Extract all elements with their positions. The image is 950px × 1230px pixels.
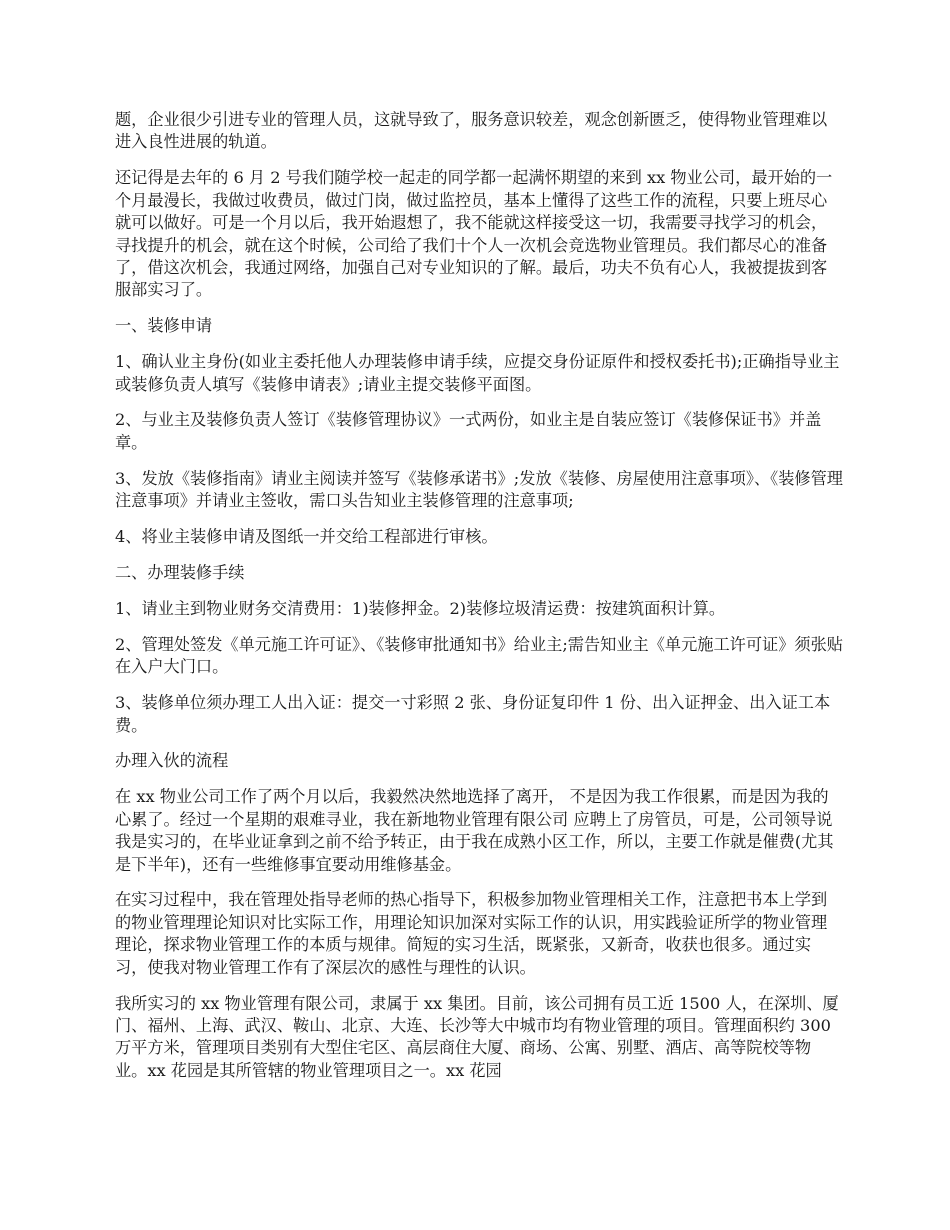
list-item-pay-fees: 1、请业主到物业财务交清费用：1)装修押金。2)装修垃圾清运费：按建筑面积计算。 xyxy=(115,598,726,618)
paragraph-job-change: 在 xx 物业公司工作了两个月以后，我毅然决然地选择了离开， 不是因为我工作很累，而是因为我的心累了。经过一个星期的艰难寻业，我在新地物业管理有限公司 应聘上了房管员，可是，公司领导说我是实习的，在毕业证拿到之前不给予转正，由于我在成熟小区工作，所以，主要工作就是催费(尤其是下半年)，还有一些维修事宜要动用维修基金。 xyxy=(115,787,834,874)
section-heading-move-in-process: 办理入伙的流程 xyxy=(115,751,229,771)
list-item-confirm-identity: 1、确认业主身份(如业主委托他人办理装修申请手续，应提交身份证原件和授权委托书);正确指导业主或装修负责人填写《装修申请表》;请业主提交装修平面图。 xyxy=(115,352,840,394)
list-item-distribute-guide: 3、发放《装修指南》请业主阅读并签写《装修承诺书》;发放《装修、房屋使用注意事项》、《装修管理注意事项》并请业主签收，需口头告知业主装修管理的注意事项; xyxy=(115,468,843,511)
paragraph-recollection: 还记得是去年的 6 月 2 号我们随学校一起走的同学都一起满怀期望的来到 xx 物业公司，最开始的一个月最漫长，我做过收费员，做过门岗，做过监控员，基本上懂得了这些工作的流程，只要上班尽心就可以做好。可是一个月以后，我开始遐想了，我不能就这样接受这一切，我需要寻找学习的机会，寻找提升的机会，就在这个时候，公司给了我们十个人一次机会竞选物业管理员。我们都尽心的准备了，借这次机会，我通过网络，加强自己对专业知识的了解。最后，功夫不负有心人，我被提拔到客服部实习了。 xyxy=(115,168,833,300)
list-item-submit-for-review: 4、将业主装修申请及图纸一并交给工程部进行审核。 xyxy=(115,527,498,547)
paragraph-internship-process: 在实习过程中，我在管理处指导老师的热心指导下，积极参加物业管理相关工作，注意把书本上学到的物业管理理论知识对比实际工作，用理论知识加深对实际工作的认识，用实践验证所学的物业管理理论，探求物业管理工作的本质与规律。简短的实习生活，既紧张，又新奇，收获也很多。通过实习，使我对物业管理工作有了深层次的感性与理性的认识。 xyxy=(115,890,828,977)
section-heading-renovation-procedures: 二、办理装修手续 xyxy=(115,563,245,582)
paragraph-company-overview: 我所实习的 xx 物业管理有限公司，隶属于 xx 集团。目前，该公司拥有员工近 1500 人，在深圳、厦门、福州、上海、武汉、鞍山、北京、大连、长沙等大中城市均有物业管理的项目。管理面积约 300 万平方米，管理项目类别有大型住宅区、高层商住大厦、商场、公寓、别墅、酒店、高等院校等物业。xx 花园是其所管辖的物业管理项目之一。xx 花园 xyxy=(115,993,839,1080)
list-item-sign-agreement: 2、与业主及装修负责人签订《装修管理协议》一式两份，如业主是自装应签订《装修保证书》并盖章。 xyxy=(115,410,822,452)
list-item-issue-permit: 2、管理处签发《单元施工许可证》、《装修审批通知书》给业主;需告知业主《单元施工许可证》须张贴在入户大门口。 xyxy=(115,634,843,677)
list-item-worker-pass: 3、装修单位须办理工人出入证：提交一寸彩照 2 张、身份证复印件 1 份、出入证押金、出入证工本费。 xyxy=(115,693,831,735)
paragraph-intro-tail: 题，企业很少引进专业的管理人员，这就导致了，服务意识较差，观念创新匮乏，使得物业管理难以进入良性进展的轨道。 xyxy=(115,110,828,152)
document-body xyxy=(115,109,843,1096)
section-heading-renovation-application: 一、装修申请 xyxy=(115,316,213,336)
